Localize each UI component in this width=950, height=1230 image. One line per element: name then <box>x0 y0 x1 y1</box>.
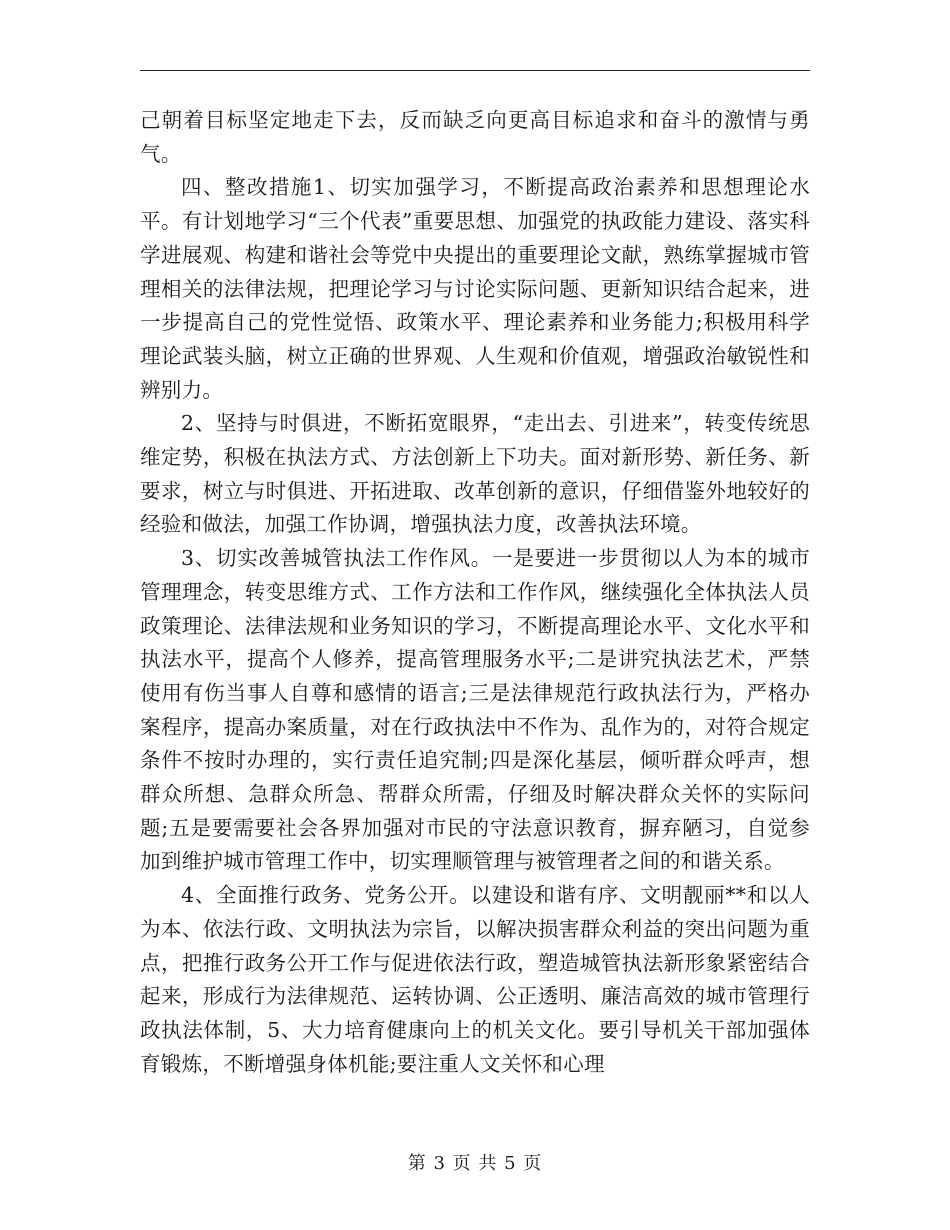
page-number: 第 3 页 共 5 页 <box>407 1153 543 1174</box>
paragraph-public-affairs: 4、全面推行政务、党务公开。以建设和谐有序、文明靓丽**和以人为本、依法行政、文明执法为宗旨，以解决损害群众利益的突出问题为重点，把推行政务公开工作与促进依法行政，塑造城管执法新形象紧密结合起来，形成行为法律规范、运转协调、公正透明、廉洁高效的城市管理行政执法体制，5、大力培育健康向上的机关文化。要引导机关干部加强体育锻炼，不断增强身体机能;要注重人文关怀和心理 <box>140 883 810 1076</box>
document-body <box>140 104 810 1081</box>
paragraph-keep-pace: 2、坚持与时俱进，不断拓宽眼界，“走出去、引进来”，转变传统思维定势，积极在执法方式、方法创新上下功夫。面对新形势、新任务、新要求，树立与时俱进、开拓进取、改革创新的意识，仔细借鉴外地较好的经验和做法，加强工作协调，增强执法力度，改善执法环境。 <box>140 411 810 537</box>
paragraph-rectification-measures: 四、整改措施1、切实加强学习，不断提高政治素养和思想理论水平。有计划地学习“三个代表”重要思想、加强党的执政能力建设、落实科学进展观、构建和谐社会等党中央提出的重要理论文献，熟练掌握城市管理相关的法律法规，把理论学习与讨论实际问题、更新知识结合起来，进一步提高自己的党性觉悟、政策水平、理论素养和业务能力;积极用科学理论武装头脑，树立正确的世界观、人生观和价值观，增强政治敏锐性和辨别力。 <box>140 175 810 402</box>
header-rule <box>140 70 810 71</box>
paragraph-work-style: 3、切实改善城管执法工作作风。一是要进一步贯彻以人为本的城市管理理念，转变思维方式、工作方法和工作作风，继续强化全体执法人员政策理论、法律法规和业务知识的学习，不断提高理论水平、文化水平和执法水平，提高个人修养，提高管理服务水平;二是讲究执法艺术，严禁使用有伤当事人自尊和感情的语言;三是法律规范行政执法行为，严格办案程序，提高办案质量，对在行政执法中不作为、乱作为的，对符合规定条件不按时办理的，实行责任追究制;四是深化基层，倾听群众呼声，想群众所想、急群众所急、帮群众所需，仔细及时解决群众关怀的实际问题;五是要需要社会各界加强对市民的守法意识教育，摒弃陋习，自觉参加到维护城市管理工作中，切实理顺管理与被管理者之间的和谐关系。 <box>140 546 810 874</box>
paragraph-continuation: 己朝着目标坚定地走下去，反而缺乏向更高目标追求和奋斗的激情与勇气。 <box>140 108 810 166</box>
